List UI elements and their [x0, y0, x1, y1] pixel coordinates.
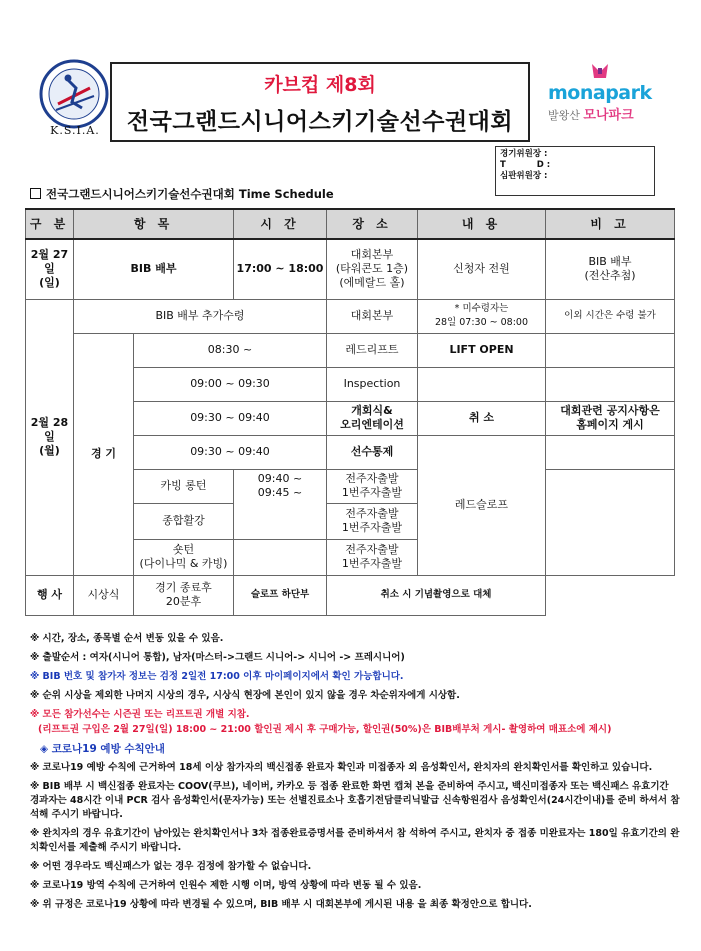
day2-date-text: 2월 28일 — [30, 416, 69, 443]
row1-place: 레드리프트 — [327, 333, 418, 367]
row4-time: 09:30 ~ 09:40 — [134, 435, 327, 469]
covid-note-3: ※ 완치자의 경우 유효기간이 남아있는 완치확인서나 3차 접종완료증명서를 준비하셔서 참 석하여 주시고, 완치자 중 접종 미완료자는 180일 유효기간의 완치확인서를 제출해 주시기 바랍니다. — [30, 828, 680, 853]
row4-note — [546, 435, 675, 469]
officials-td-t: T — [500, 160, 506, 170]
event-item: 시상식 — [74, 575, 134, 615]
day1-content: 신청자 전원 — [418, 239, 546, 299]
row6-place-2: 1번주자출발 — [341, 521, 403, 534]
row6-place-1: 전주자출발 — [345, 507, 399, 520]
row3-note-1: 대회관련 공지사항은 — [560, 404, 660, 417]
row5-time-1: 09:40 ~ — [257, 471, 303, 485]
row1-content: LIFT OPEN — [418, 333, 546, 367]
day1-dow: (일) — [39, 276, 60, 290]
row5-place-1: 전주자출발 — [345, 472, 399, 485]
row1-note — [546, 333, 675, 367]
row7-item — [134, 539, 234, 575]
row3-place — [327, 401, 418, 435]
row2-note — [546, 367, 675, 401]
covid-heading: ◈ 코로나19 예방 수칙안내 — [40, 743, 165, 755]
row7-time — [234, 539, 327, 575]
header-time: 시 간 — [234, 209, 327, 239]
table-header-row — [26, 209, 675, 239]
day1-note-2: (전산추첨) — [584, 269, 636, 283]
day1-time: 17:00 ~ 18:00 — [234, 239, 327, 299]
event-label: 행 사 — [26, 575, 74, 615]
day1-place-2: (타워콘도 1층) — [335, 262, 409, 276]
table-row-extra-bib — [26, 299, 675, 333]
extra-bib-content — [418, 299, 546, 333]
officials-line-1: 경기위원장 : — [500, 149, 548, 159]
day1-item: BIB 배부 — [74, 239, 234, 299]
header-place: 장 소 — [327, 209, 418, 239]
schedule-table — [25, 208, 675, 616]
row6-place — [327, 503, 418, 539]
notes-section — [30, 632, 680, 917]
event-subtitle: 카브컵 제8회 — [264, 74, 376, 96]
day1-date — [26, 239, 74, 299]
row3-time: 09:30 ~ 09:40 — [134, 401, 327, 435]
event-title: 전국그랜드시니어스키기술선수권대회 — [126, 109, 514, 135]
day1-place-1: 대회본부 — [350, 248, 394, 262]
checkbox-square-icon — [30, 188, 41, 199]
schedule-title — [30, 186, 334, 202]
covid-note-1: ※ 코로나19 예방 수칙에 근거하여 18세 이상 참가자의 백신접종 완료자 확인과 미접종자 외 음성확인서, 완치자의 완치확인서를 확인하고 있습니다. — [30, 762, 653, 773]
note-3: ※ BIB 번호 및 참가자 정보는 검정 2일전 17:00 이후 마이페이지에서 확인 가능합니다. — [30, 671, 404, 682]
table-row-event — [26, 575, 675, 615]
row2-place: Inspection — [327, 367, 418, 401]
officials-box — [495, 146, 655, 196]
day1-place-3: (에메랄드 홀) — [339, 276, 405, 290]
officials-line-3: 심판위원장 : — [500, 171, 548, 181]
note-5b: (리프트권 구입은 2월 27일(일) 18:00 ~ 21:00 할인권 제시 후 구매가능, 할인권(50%)은 BIB배부처 게시- 촬영하여 매표소에 제시) — [38, 724, 612, 735]
extra-bib-content-2: 28일 07:30 ~ 08:00 — [434, 317, 529, 328]
header-content: 내 용 — [418, 209, 546, 239]
sponsor-sub — [548, 104, 634, 123]
day2-dow: (월) — [39, 444, 60, 457]
day1-place — [327, 239, 418, 299]
row5-time — [234, 469, 327, 539]
sponsor-brand: monapark — [548, 82, 652, 104]
event-time-1: 경기 종료후 — [155, 581, 212, 594]
ksia-logo-icon — [38, 58, 110, 130]
row3-note-2: 홈페이지 게시 — [576, 418, 644, 431]
officials-td-d: D : — [536, 160, 551, 170]
table-row-day1 — [26, 239, 675, 299]
day2-date — [26, 299, 74, 575]
game-label: 경 기 — [74, 333, 134, 575]
event-place: 슬로프 하단부 — [234, 575, 327, 615]
day1-date-text: 2월 27일 — [30, 248, 69, 276]
day1-note-1: BIB 배부 — [588, 255, 632, 269]
row6-item: 종합활강 — [134, 503, 234, 539]
row3-place-1: 개회식& — [351, 404, 393, 417]
row7-item-2: (다이나믹 & 카빙) — [139, 557, 228, 570]
event-time-2: 20분후 — [165, 595, 202, 608]
extra-bib-content-1: * 미수령자는 — [454, 303, 509, 314]
header-item: 항 목 — [74, 209, 234, 239]
slope-content: 레드슬로프 — [418, 435, 546, 575]
covid-note-2: ※ BIB 배부 시 백신접종 완료자는 COOV(쿠브), 네이버, 카카오 등 접종 완료한 화면 캡쳐 본을 준비하여 주시고, 백신미접종자 또는 백신패스 유효기간 경과자는 48시간 이내 PCR 검사 음성확인서(문자가능) 또는 선별진료소나 호흡기전담클리닉발급 신속항원검사 음성확인서(24시간이내)를 준비 하셔서 참석해 주시기 바랍니다. — [30, 781, 680, 820]
row3-note — [546, 401, 675, 435]
extra-bib-note: 이외 시간은 수령 불가 — [546, 299, 675, 333]
note-1: ※ 시간, 장소, 종목별 순서 변동 있을 수 있음. — [30, 633, 224, 644]
event-time — [134, 575, 234, 615]
covid-note-5: ※ 코로나19 방역 수칙에 근거하여 인원수 제한 시행 이며, 방역 상황에 따라 변동 될 수 있음. — [30, 880, 422, 891]
row7-place-2: 1번주자출발 — [341, 557, 403, 570]
extra-bib-place: 대회본부 — [327, 299, 418, 333]
row5-place — [327, 469, 418, 503]
row1-time: 08:30 ~ — [134, 333, 327, 367]
row3-content: 취 소 — [418, 401, 546, 435]
row4-place: 선수통제 — [327, 435, 418, 469]
row5-note — [546, 469, 675, 575]
note-4: ※ 순위 시상을 제외한 나머지 시상의 경우, 시상식 현장에 본인이 있지 않을 경우 차순위자에게 시상함. — [30, 690, 460, 701]
note-5a: ※ 모든 참가선수는 시즌권 또는 리프트권 개별 지참. — [30, 709, 250, 720]
ksia-label: K.S.I.A. — [50, 124, 100, 137]
officials-line-2 — [500, 160, 650, 171]
row5-item: 카빙 롱턴 — [134, 469, 234, 503]
row7-item-1: 숏턴 — [172, 543, 195, 556]
sponsor-name: 모나파크 — [583, 108, 634, 123]
row5-place-2: 1번주자출발 — [341, 486, 403, 499]
row2-content — [418, 367, 546, 401]
table-row-1 — [26, 333, 675, 367]
row7-place-1: 전주자출발 — [345, 543, 399, 556]
sponsor-area: 발왕산 — [548, 109, 580, 122]
row5-time-2: 09:45 ~ — [257, 485, 303, 499]
note-2: ※ 출발순서 : 여자(시니어 통합), 남자(마스터->그랜드 시니어-> 시니어 -> 프레시니어) — [30, 652, 405, 663]
covid-note-4: ※ 어떤 경우라도 백신패스가 없는 경우 검정에 참가할 수 없습니다. — [30, 861, 312, 872]
row2-time: 09:00 ~ 09:30 — [134, 367, 327, 401]
row3-place-2: 오리엔테이션 — [340, 418, 404, 431]
header-note: 비 고 — [546, 209, 675, 239]
covid-note-6: ※ 위 규정은 코로나19 상황에 따라 변경될 수 있으며, BIB 배부 시 대회본부에 게시된 내용 을 최종 확정안으로 합니다. — [30, 899, 532, 910]
header-category: 구 분 — [26, 209, 74, 239]
title-box — [110, 62, 530, 142]
row7-place — [327, 539, 418, 575]
extra-bib-item: BIB 배부 추가수령 — [74, 299, 327, 333]
day1-note — [546, 239, 675, 299]
event-content: 취소 시 기념촬영으로 대체 — [327, 575, 546, 615]
schedule-title-text: 전국그랜드시니어스키기술선수권대회 Time Schedule — [46, 187, 334, 201]
